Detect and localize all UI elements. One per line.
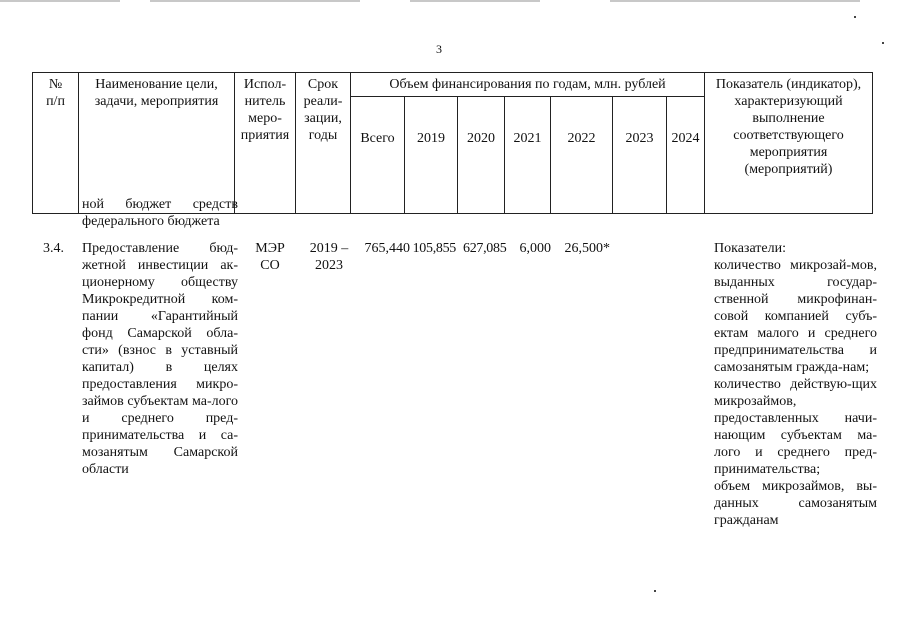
row-number: 3.4.	[43, 241, 64, 256]
scan-artifact	[610, 0, 860, 2]
scan-artifact	[150, 0, 360, 2]
header-indicator: Показатель (индикатор), характеризующий выполнение соответствующего мероприятия (мероприятий)	[705, 73, 873, 214]
header-year-2022: 2022	[551, 97, 613, 214]
scan-artifact	[0, 0, 120, 2]
header-year-2024: 2024	[667, 97, 705, 214]
header-name: Наименование цели, задачи, мероприятия	[79, 73, 235, 214]
header-year-2019: 2019	[405, 97, 458, 214]
header-year-2021: 2021	[505, 97, 551, 214]
row-value-2022: 26,500*	[564, 241, 610, 256]
scan-speck	[882, 42, 884, 44]
header-funding: Объем финансирования по годам, млн. рублей	[351, 73, 705, 97]
scan-artifact	[410, 0, 540, 2]
header-total: Всего	[351, 97, 405, 214]
row-total: 765,440	[364, 241, 410, 256]
row-value-2020: 627,085	[463, 241, 507, 256]
scan-speck	[654, 590, 656, 592]
table-header	[32, 72, 873, 214]
header-num: № п/п	[33, 73, 79, 214]
row-indicator: Показатели: количество микрозай-мов, выданных государ-ственной микрофинан-совой компанией субъ-ектам малого и среднего предпринимательства и самозанятым гражда-нам; количество действую-щих микрозаймов, предоставленных начи-нающим субъектам ма-лого и среднего пред-принимательства; объем микрозаймов, вы-данных самозанятым гражданам	[714, 241, 877, 528]
page-number: 3	[436, 42, 442, 56]
header-executor: Испол- нитель меро- приятия	[235, 73, 296, 214]
row-value-2019: 105,855	[412, 241, 456, 256]
scan-speck	[854, 16, 856, 18]
header-year-2023: 2023	[613, 97, 667, 214]
row-name: Предоставление бюд-жетной инвестиции ак-ционерному обществу Микрокредитной ком-пании «Гарантийный фонд Самарской обла-сти» (взнос в уставный капитал) в целях предоставления микро-займов субъектам ма-лого и среднего пред-принимательства и са-мозанятым Самарской области	[82, 241, 238, 477]
row-executor: МЭР СО	[255, 241, 285, 273]
header-year-2020: 2020	[458, 97, 505, 214]
header-term: Срок реали- зации, годы	[296, 73, 351, 214]
row-value-2021: 6,000	[519, 241, 551, 256]
row-term: 2019 – 2023	[309, 241, 349, 273]
continuation-text: ной бюджет средств федерального бюджета	[82, 197, 238, 229]
